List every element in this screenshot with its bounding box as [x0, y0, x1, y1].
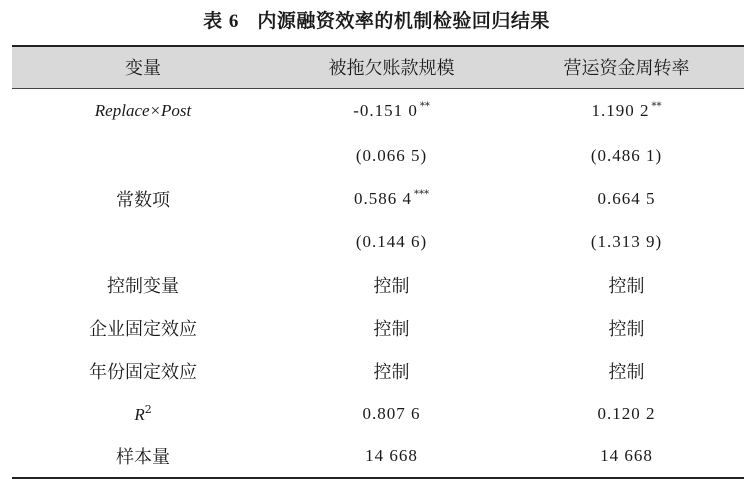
table-row: [12, 392, 744, 435]
table-row: [12, 263, 744, 306]
regression-table: [12, 45, 744, 479]
row-label: [12, 220, 274, 263]
row-label: 控制变量: [107, 275, 180, 297]
header-working-capital-turnover: 营运资金周转率: [509, 46, 744, 88]
table-row: [12, 435, 744, 478]
cell-value: 14 668: [365, 446, 418, 465]
cell-value: 控制: [373, 275, 410, 297]
table-row: [12, 134, 744, 177]
cell-value: 控制: [373, 318, 410, 340]
cell-value: 1.190 2 **: [591, 101, 662, 121]
significance-stars: **: [651, 101, 662, 113]
row-label: 企业固定效应: [89, 318, 198, 340]
cell-value: (0.066 5): [355, 145, 428, 165]
cell-value: 控制: [608, 361, 645, 383]
cell-value: 0.664 5: [597, 188, 656, 208]
cell-value: (0.144 6): [355, 231, 428, 251]
cell-value: 控制: [608, 318, 645, 340]
row-label: $R^2$: [134, 402, 152, 424]
cell-value: 0.586 4 ***: [354, 188, 430, 208]
row-label: 年份固定效应: [89, 361, 198, 383]
row-label: [12, 134, 274, 177]
row-label: 样本量: [116, 447, 171, 468]
significance-stars: ***: [414, 188, 430, 200]
superscript: 2: [144, 402, 152, 416]
table-row: [12, 306, 744, 349]
cell-value: 控制: [373, 361, 410, 383]
cell-value: (0.486 1): [590, 145, 663, 165]
header-variable: 变量: [12, 46, 274, 88]
cell-value: (1.313 9): [590, 231, 663, 251]
row-label: Replace×Post: [94, 101, 192, 121]
table-header-row: [12, 46, 744, 88]
table-row: [12, 220, 744, 263]
row-label: 常数项: [116, 189, 171, 211]
cell-value: -0.151 0 **: [353, 101, 430, 121]
table-number: 表 6: [203, 11, 240, 32]
cell-value: 控制: [608, 275, 645, 297]
table-caption: 内源融资效率的机制检验回归结果: [257, 10, 550, 32]
table-row: [12, 88, 744, 134]
cell-value: 0.120 2: [597, 403, 656, 423]
table-row: [12, 177, 744, 220]
header-overdue-accounts: 被拖欠账款规模: [274, 46, 509, 88]
table-row: [12, 349, 744, 392]
cell-value: 0.807 6: [362, 403, 421, 423]
cell-value: 14 668: [600, 446, 653, 465]
table-title: [0, 6, 753, 33]
significance-stars: **: [419, 101, 430, 113]
